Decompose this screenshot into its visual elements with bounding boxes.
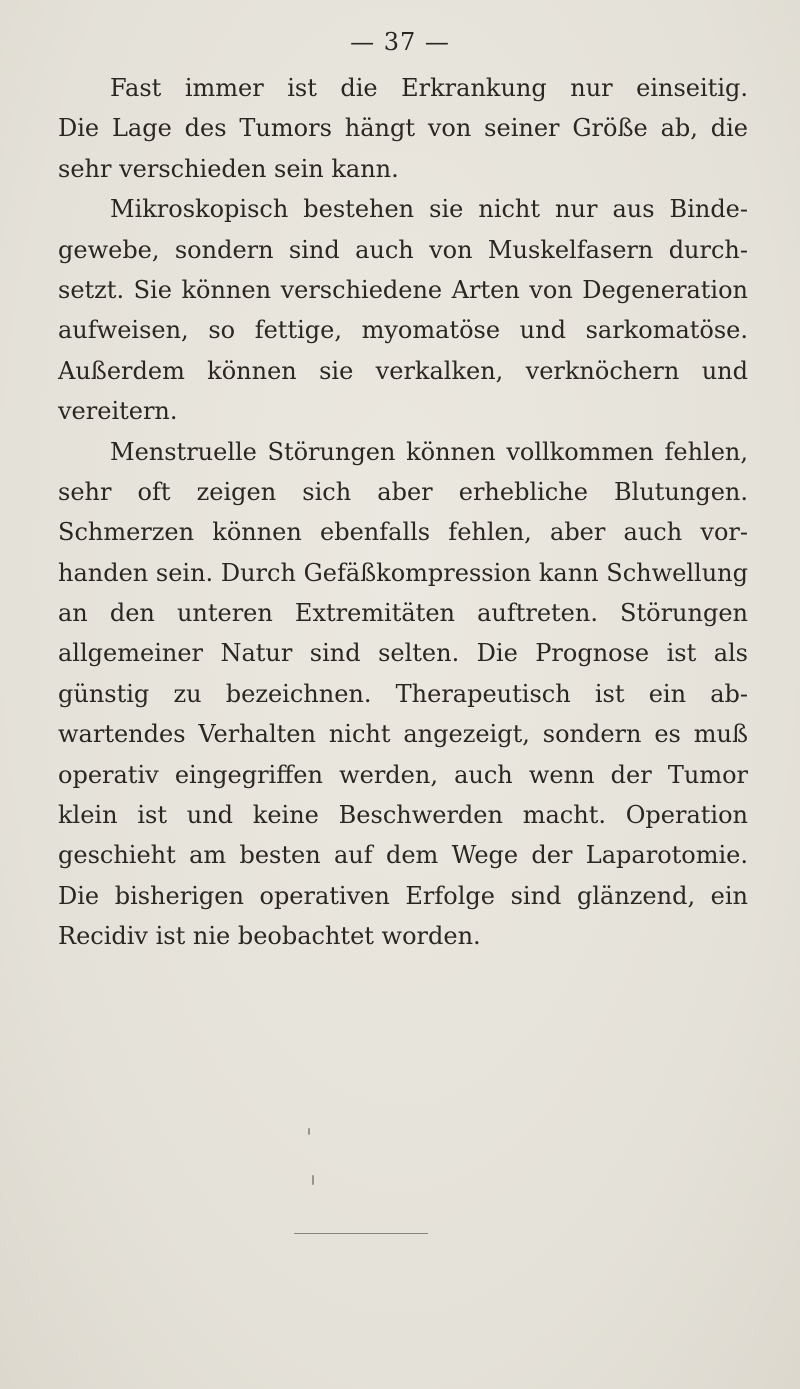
text-line: klein ist und keine Beschwerden macht. Operation xyxy=(58,801,748,830)
text-line: geschieht am besten auf dem Wege der Laparotomie. xyxy=(58,841,748,870)
text-line: operativ eingegriffen werden, auch wenn der Tumor xyxy=(58,760,748,789)
paragraph xyxy=(58,189,748,431)
body-text xyxy=(58,68,748,957)
text-line: Die Lage des Tumors hängt von seiner Größe ab, die xyxy=(58,114,748,143)
text-line: setzt. Sie können verschiedene Arten von Degeneration xyxy=(58,275,748,304)
text-line: Fast immer ist die Erkrankung nur einseitig. xyxy=(110,74,748,102)
text-line: Die bisherigen operativen Erfolge sind glänzend, ein xyxy=(58,881,748,910)
text-line: vereitern. xyxy=(58,397,178,426)
text-line: sehr verschieden sein kann. xyxy=(58,154,399,183)
text-line: aufweisen, so fettige, myomatöse und sarkomatöse. xyxy=(58,316,748,345)
text-line: sehr oft zeigen sich aber erhebliche Blutungen. xyxy=(58,477,748,506)
paragraph xyxy=(58,432,748,957)
page-number: — 37 — xyxy=(350,28,450,56)
text-line: an den unteren Extremitäten auftreten. Störungen xyxy=(58,599,748,628)
print-speck xyxy=(312,1175,314,1185)
end-rule xyxy=(294,1233,428,1234)
text-line: allgemeiner Natur sind selten. Die Prognose ist als xyxy=(58,639,748,668)
print-speck xyxy=(308,1128,310,1135)
text-line: Mikroskopisch bestehen sie nicht nur aus Binde- xyxy=(110,195,748,224)
text-line: gewebe, sondern sind auch von Muskelfasern durch- xyxy=(58,235,748,264)
text-line: Menstruelle Störungen können vollkommen fehlen, xyxy=(110,437,748,466)
text-line: wartendes Verhalten nicht angezeigt, sondern es muß xyxy=(58,720,748,749)
text-line: günstig zu bezeichnen. Therapeutisch ist ein ab- xyxy=(58,679,748,708)
paragraph xyxy=(58,68,748,189)
text-line: Außerdem können sie verkalken, verknöchern und xyxy=(58,356,748,385)
text-line: handen sein. Durch Gefäßkompression kann Schwellung xyxy=(58,558,748,587)
text-line: Recidiv ist nie beobachtet worden. xyxy=(58,922,481,951)
text-line: Schmerzen können ebenfalls fehlen, aber auch vor- xyxy=(58,518,748,547)
